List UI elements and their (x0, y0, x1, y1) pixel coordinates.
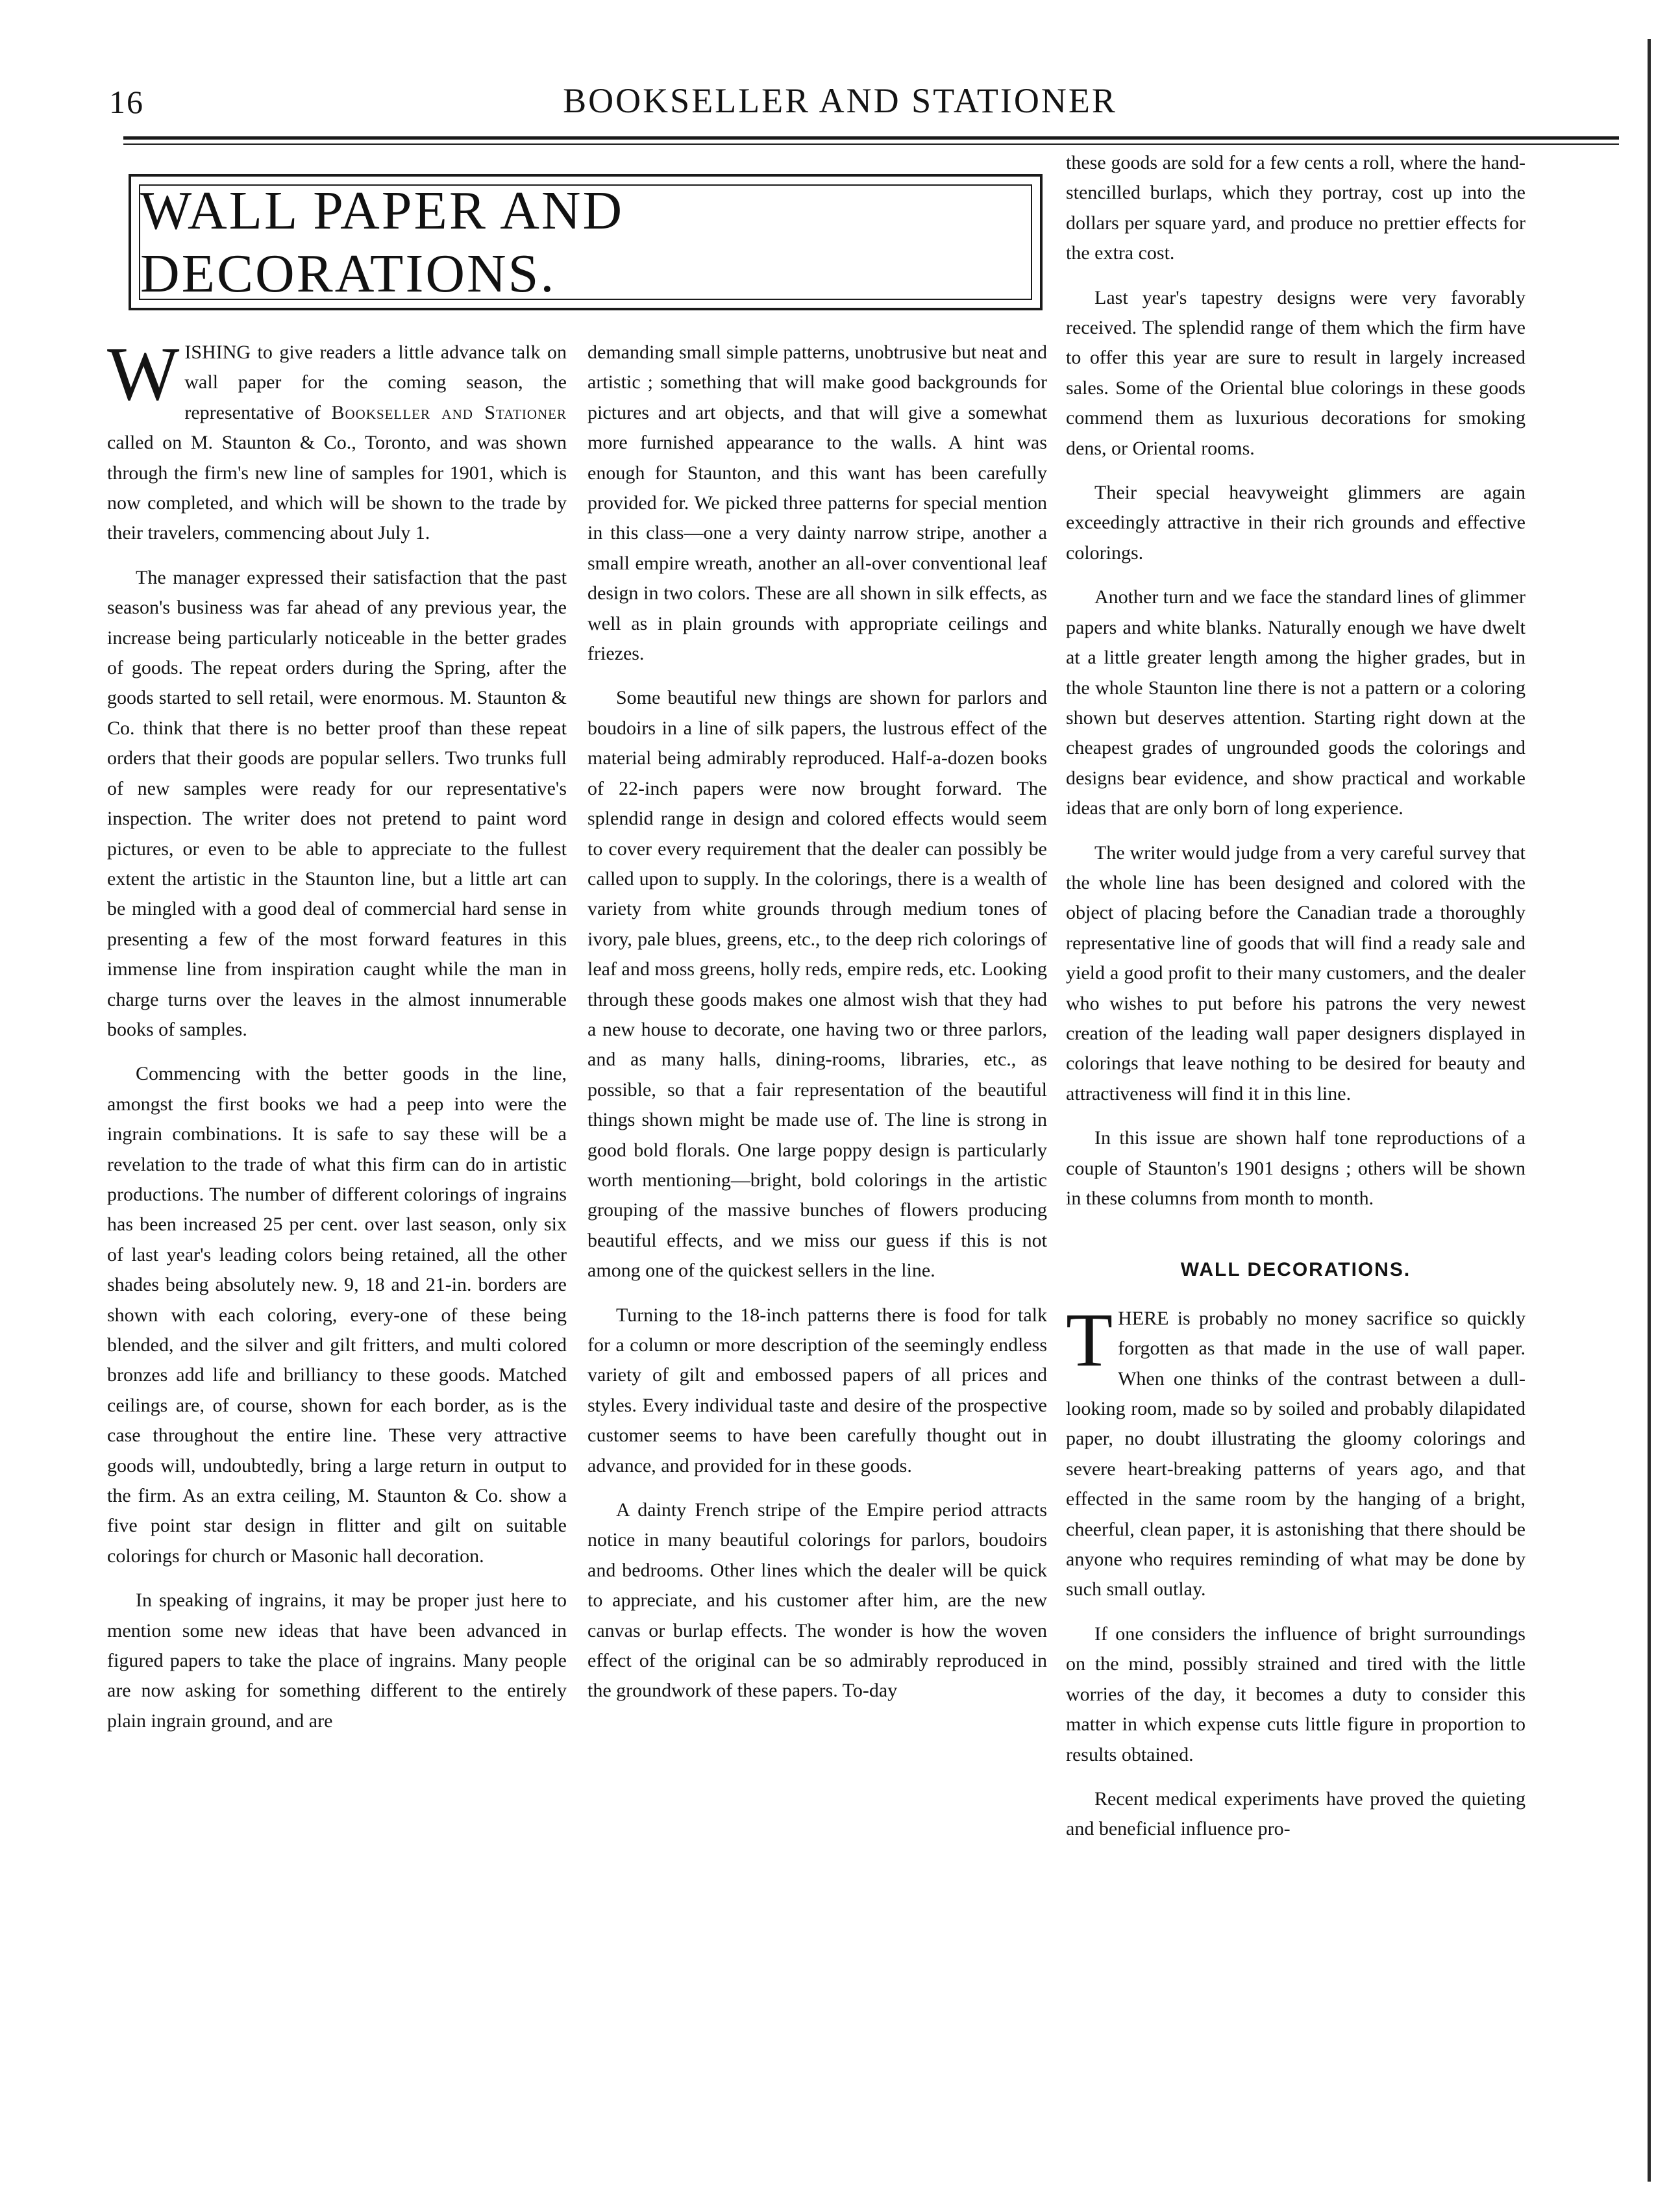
paragraph: Recent medical experiments have proved the quieting and beneficial influence pro- (1066, 1787, 1526, 1840)
paragraph: Another turn and we face the standard lines of glimmer papers and white blanks. Naturally enough we have dwelt at a little greater length among the higher grades, but in the whole Staunton line there is not a pattern or a coloring shown but deserves attention. Starting right down at the cheapest grades of ungrounded goods the colorings and designs bear evidence, and show practical and workable ideas that are only born of long experience. (1066, 586, 1526, 819)
publication-name: Bookseller and Stationer (331, 401, 567, 423)
paragraph: In this issue are shown half tone reproductions of a couple of Staunton's 1901 designs ; others will be shown in these columns from month to month. (1066, 1127, 1526, 1209)
paragraph (1066, 1297, 1526, 1605)
paragraph: these goods are sold for a few cents a roll, where the hand-stencilled burlaps, which they portray, cost up into the dollars per square yard, and produce no prettier effects for the extra cost. (1066, 152, 1526, 264)
paragraph: A dainty French stripe of the Empire period attracts notice in many beautiful colorings for parlors, boudoirs and bedrooms. Other lines which the dealer will be quick to appreciate, and his customer after him, are the new canvas or burlap effects. The wonder is how the woven effect of the original can be so admirably reproduced in the groundwork of these papers. To-day (587, 1499, 1047, 1702)
paragraph (107, 331, 567, 549)
paragraph: The manager expressed their satisfaction that the past season's business was far ahead of any previous year, the increase being particularly noticeable in the better grades of goods. The repeat orders during the Spring, after the goods started to sell retail, were enormous. M. Staunton & Co. think that there is no better proof than these repeat orders that their goods are popular sellers. Two trunks full of new samples were ready for our representative's inspection. The writer does not pretend to paint word pictures, or even to be able to appreciate to the fullest extent the artistic in the Staunton line, but a little art can be mingled with a good deal of commercial hard sense in presenting a few of the most forward features in this immense line from inspiration caught while the man in charge turns over the leaves in the almost innumerable books of samples. (107, 566, 567, 1040)
paragraph: If one considers the influence of bright surroundings on the mind, possibly strained and tired with the little worries of the day, it becomes a duty to consider this matter in which expense cuts little figure in proportion to results obtained. (1066, 1623, 1526, 1765)
text-run: HERE is probably no money sacrifice so quickly forgotten as that made in the use of wall paper. When one thinks of the contrast between a dull-looking room, made so by soiled and probably dilapidated paper, no doubt illustrating the gloomy colorings and severe heart-breaking patterns of years ago, and that effected in the same room by the hanging of a bright, cheerful, clean paper, it is astonishing that there should be anyone who requires reminding of what may be done by such small outlay. (1066, 1307, 1526, 1600)
paragraph: In speaking of ingrains, it may be proper just here to mention some new ideas that have been advanced in figured papers to take the place of ingrains. Many people are now asking for something different to the entirely plain ingrain ground, and are (107, 1589, 567, 1732)
page-number: 16 (109, 84, 144, 120)
column-3 (1066, 148, 1526, 1845)
running-head: BOOKSELLER AND STATIONER (563, 81, 1117, 120)
paragraph: Turning to the 18-inch patterns there is food for talk for a column or more description of the seemingly endless variety of gilt and embossed papers of all prices and styles. Every individual taste and desire of the prospective customer seems to have been carefully thought out in advance, and provided for in these goods. (587, 1304, 1047, 1476)
column-2 (587, 338, 1047, 1706)
paragraph: Their special heavyweight glimmers are again exceedingly attractive in their rich grounds and effective colorings. (1066, 482, 1526, 564)
paragraph: demanding small simple patterns, unobtrusive but neat and artistic ; something that will make good backgrounds for pictures and art objects, and that will give a somewhat more furnished appearance to the walls. A hint was enough for Staunton, and this want has been carefully provided for. We picked three patterns for special mention in this class—one a very dainty narrow stripe, another a small empire wreath, another an all-over conventional leaf design in two colors. These are all shown in silk effects, as well as in plain grounds with appropriate ceilings and friezes. (587, 342, 1047, 665)
paragraph: Last year's tapestry designs were very favorably received. The splendid range of them which the firm have to offer this year are sure to result in largely increased sales. Some of the Oriental blue colorings in these goods commend them as luxurious decorations for smoking dens, or Oriental rooms. (1066, 286, 1526, 459)
drop-cap: T (1066, 1297, 1113, 1382)
paragraph: Some beautiful new things are shown for parlors and boudoirs in a line of silk papers, the lustrous effect of the material being admirably reproduced. Half-a-dozen books of 22-inch papers were now brought forward. The splendid range in design and colored effects would seem to cover every requirement that the dealer can possibly be called upon to supply. In the colorings, there is a wealth of variety from white grounds through medium tones of ivory, pale blues, greens, etc., to the deep rich colorings of leaf and moss greens, holly reds, empire reds, etc. Looking through these goods makes one almost wish that they had a new house to decorate, one having two or three parlors, and as many halls, dining-rooms, libraries, etc., as possible, so that a fair representation of the beautiful things shown might be made use of. The line is strong in good bold florals. One large poppy design is particularly worth mentioning—bright, bold colorings in the artistic grouping of the massive bunches of flowers producing beautiful effects, and we miss our guess if this is not among one of the quickest sellers in the line. (587, 687, 1047, 1282)
header-rule (123, 136, 1619, 145)
column-1 (107, 331, 567, 1736)
article-title-box (129, 174, 1043, 310)
paragraph: The writer would judge from a very careful survey that the whole line has been designed and colored with the object of placing before the Canadian trade a thoroughly representative line of goods that will find a ready sale and yield a good profit to their many customers, and the dealer who wishes to put before his patrons the very newest creation of the leading wall paper designers displayed in colorings that leave nothing to be desired for beauty and attractiveness will find it in this line. (1066, 841, 1526, 1104)
article-title-frame (139, 181, 1032, 304)
right-edge-rule (1648, 39, 1651, 2182)
section-subhead: WALL DECORATIONS. (1180, 1259, 1411, 1281)
text-run: ISHING to give readers a little advance talk on wall paper for the coming season, the representative of (184, 342, 567, 423)
drop-cap: W (107, 331, 180, 416)
article-title: WALL PAPER AND DECORATIONS. (140, 181, 624, 304)
paragraph: Commencing with the better goods in the line, amongst the first books we had a peep into were the ingrain combinations. It is safe to say these will be a revelation to the trade of what this firm can do in artistic productions. The number of different colorings of ingrains has been increased 25 per cent. over last season, only six of last year's leading colors being retained, all the other shades being absolutely new. 9, 18 and 21-in. borders are shown with each coloring, every-one of these being blended, and the silver and gilt fritters, and multi colored bronzes add life and brilliancy to these goods. Matched ceilings are, of course, shown for each border, as is the case throughout the entire line. These very attractive goods will, undoubtedly, bring a large return in output to the firm. As an extra ceiling, M. Staunton & Co. show a five point star design in flitter and gilt on suitable colorings for church or Masonic hall decoration. (107, 1063, 567, 1567)
text-run: called on M. Staunton & Co., Toronto, and was shown through the firm's new line of samples for 1901, which is now completed, and which will be shown to the trade by their travelers, commencing about July 1. (107, 432, 567, 544)
